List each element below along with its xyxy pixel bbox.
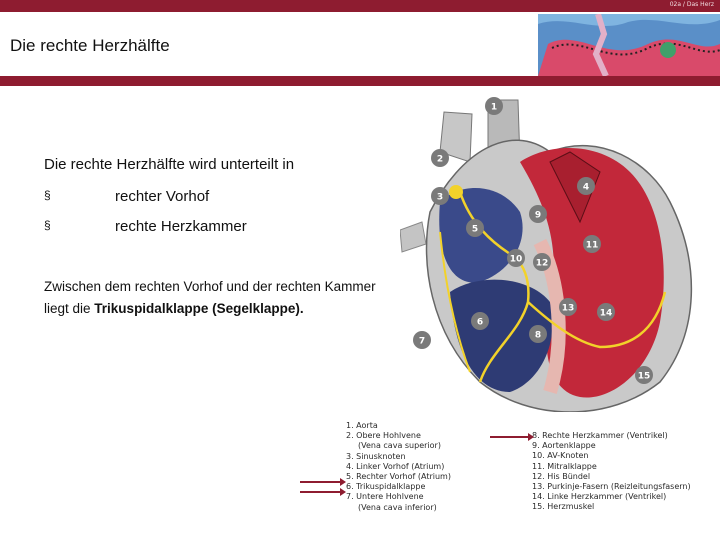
legend-item: 2. Obere Hohlvene — [346, 431, 421, 441]
label-12: 12 — [535, 258, 549, 269]
label-15: 15 — [637, 371, 651, 382]
explanation-paragraph — [44, 276, 404, 320]
bullet-marker: § — [44, 188, 51, 202]
heart-diagram — [400, 92, 700, 412]
title-divider — [0, 76, 720, 86]
legend-item: (Vena cava inferior) — [358, 502, 437, 512]
highlight-arrow-tricuspid — [300, 491, 340, 493]
label-11: 11 — [585, 240, 599, 251]
legend-item: 1. Aorta — [346, 421, 378, 430]
legend-item: 3. Sinusknoten — [346, 451, 406, 461]
bullet-text: rechter Vorhof — [115, 188, 210, 205]
legend-left — [346, 421, 451, 513]
label-13: 13 — [561, 303, 575, 314]
legend-item: 12. His Bündel — [532, 471, 591, 481]
legend-item: (Vena cava superior) — [358, 441, 441, 451]
label-7: 7 — [418, 336, 426, 347]
highlight-arrow-right-atrium — [300, 481, 340, 483]
label-5: 5 — [471, 224, 479, 235]
bullet-marker: § — [44, 218, 51, 232]
highlight-arrow-right-ventricle — [490, 436, 528, 438]
intro-text: Die rechte Herzhälfte wird unterteilt in — [44, 156, 295, 173]
legend-item: 15. Herzmuskel — [532, 502, 595, 512]
paragraph-lead: Zwischen dem rechten Vorhof und der rechten Kammer liegt die — [44, 279, 376, 316]
legend-item: 13. Purkinje-Fasern (Reizleitungsfasern) — [532, 482, 691, 492]
header-thumbnail-image — [538, 14, 720, 76]
legend-item: 9. Aortenklappe — [532, 441, 596, 451]
label-2: 2 — [436, 154, 444, 165]
breadcrumb: 02a / Das Herz — [669, 1, 714, 8]
label-3: 3 — [436, 192, 444, 203]
top-bar — [0, 0, 720, 12]
label-10: 10 — [509, 254, 523, 265]
label-9: 9 — [534, 210, 542, 221]
legend-item: 8. Rechte Herzkammer (Ventrikel) — [532, 431, 668, 440]
label-6: 6 — [476, 317, 484, 328]
legend-item: 10. AV-Knoten — [532, 451, 589, 461]
bullet-text: rechte Herzkammer — [115, 218, 247, 235]
label-8: 8 — [534, 330, 542, 341]
paragraph-bold: Trikuspidalklappe (Segelklappe). — [94, 301, 304, 316]
legend-item: 7. Untere Hohlvene — [346, 492, 424, 502]
legend-item: 6. Trikuspidalklappe — [346, 482, 426, 492]
legend-item: 14. Linke Herzkammer (Ventrikel) — [532, 492, 667, 502]
legend-right — [532, 431, 691, 513]
label-4: 4 — [582, 182, 590, 193]
label-14: 14 — [599, 308, 613, 319]
label-1: 1 — [490, 102, 498, 113]
page-title: Die rechte Herzhälfte — [10, 36, 170, 55]
legend-item: 5. Rechter Vorhof (Atrium) — [346, 472, 451, 482]
legend-item: 4. Linker Vorhof (Atrium) — [346, 461, 445, 471]
legend-item: 11. Mitralklappe — [532, 461, 597, 471]
